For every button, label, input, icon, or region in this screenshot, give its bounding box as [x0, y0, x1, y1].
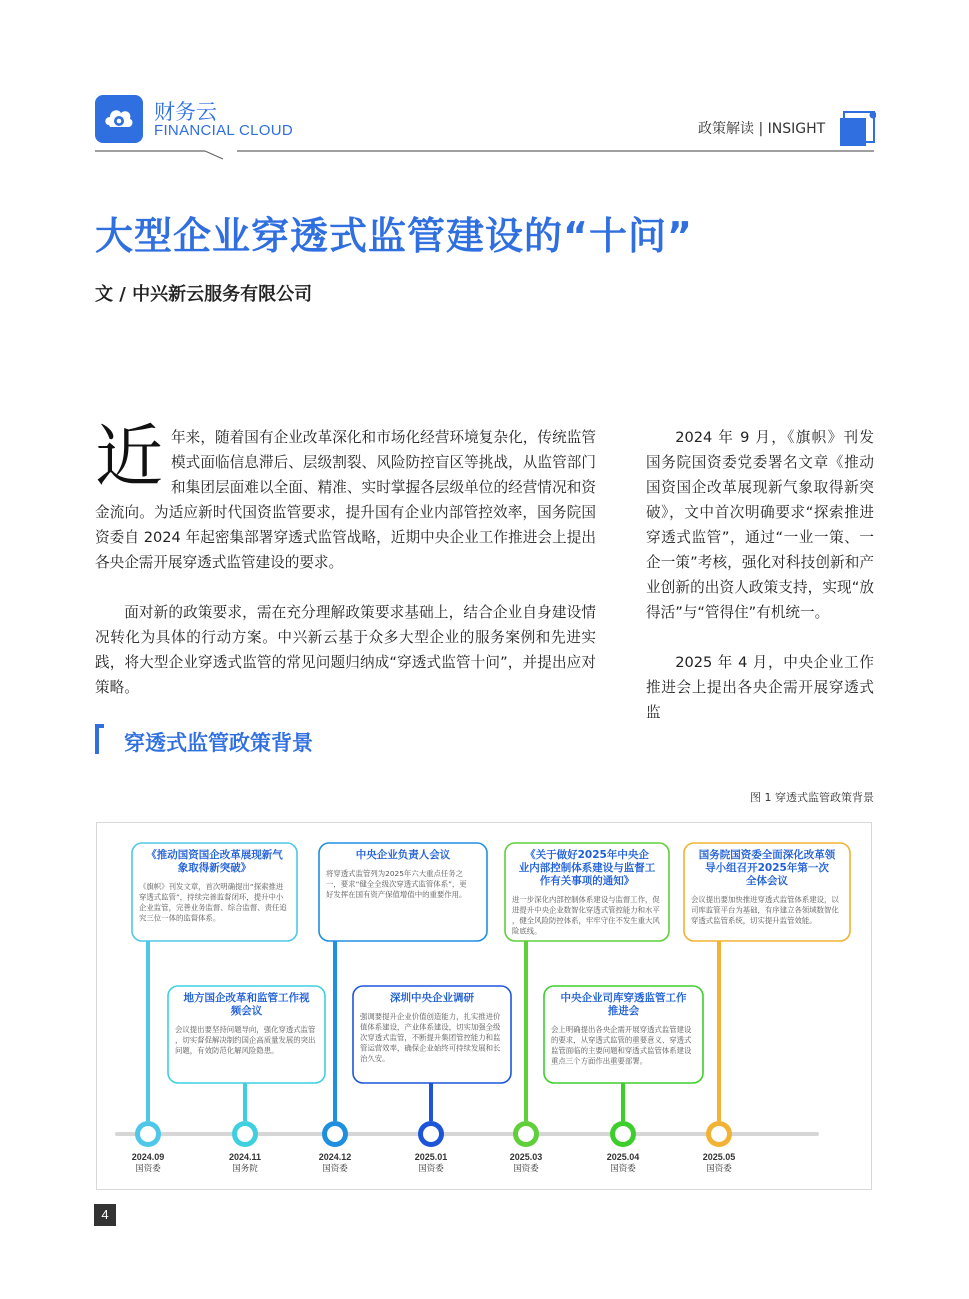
brand-name-en: FINANCIAL CLOUD [154, 122, 293, 139]
event-date: 2024.11 [228, 1152, 262, 1162]
event-card-body: 强调要提升企业价值创造能力，扎实推进价值体系建设，产业体系建设，切实加强全级次穿透式监管，不断提升集团管控能力和监管运营效率，确保企业始终可持续发展和长治久安。 [360, 1012, 501, 1063]
paragraph-2: 面对新的政策要求，需在充分理解政策要求基础上，结合企业自身建设情况转化为具体的行动方案。中兴新云基于众多大型企业的服务案例和先进实践，将大型企业穿透式监管的常见问题归纳成“穿透式监管十问”，并提出应对策略。 [95, 604, 596, 696]
paragraph-3: 2024 年 9 月，《旗帜》刊发国务院国资委党委署名文章《推动国资国企改革展现新气象取得新突破》，文中首次明确要求“探索推进穿透式监管”，通过“一业一策、一企一策”考核，强化对科技创新和产业创新的出资人政策支持，实现“放得活”与“管得住”有机统一。 [646, 429, 874, 621]
event-card-body: 将穿透式监管列为2025年六大重点任务之一，要求“健全全级次穿透式监管体系”，更好发挥在国有资产保值增值中的重要作用。 [326, 869, 467, 899]
left-column [95, 418, 596, 700]
page-number: 4 [94, 1204, 116, 1226]
event-card-body: 进一步深化内部控制体系建设与监督工作，促进提升中央企业数智化穿透式管控能力和水平，健全风险防控体系，牢牢守住不发生重大风险底线。 [512, 895, 660, 936]
event-card-title: 中央企业负责人会议 [355, 849, 451, 861]
timeline-node-inner [615, 1126, 631, 1142]
event-date: 2025.05 [702, 1152, 736, 1162]
event-date: 2025.01 [414, 1152, 448, 1162]
paragraph-1 [95, 418, 596, 575]
event-card-body: 会上明确提出各央企需开展穿透式监管建设的要求，从穿透式监管的重要意义、穿透式监管面临的主要问题和穿透式监管体系建设重点三个方面作出重要部署。 [551, 1025, 692, 1066]
corner-square-icon [840, 110, 876, 146]
article-title: 大型企业穿透式监管建设的“十问” [95, 214, 693, 258]
event-card-title: 深圳中央企业调研 [390, 992, 474, 1004]
event-date: 2025.03 [509, 1152, 543, 1162]
event-card-title: 国务院国资委全面深化改革领导小组召开2025年第一次全体会议 [698, 849, 836, 887]
event-card-title: 《推动国资国企改革展现新气象取得新突破》 [146, 849, 283, 874]
event-card-title: 中央企业司库穿透监管工作推进会 [560, 992, 687, 1017]
event-card-body: 《旗帜》刊发文章，首次明确提出“探索推进穿透式监管”，持续完善监督闭环，提升中小企业监管，完善业务监督、综合监督、责任追究三位一体的监督体系。 [139, 882, 287, 923]
event-org: 国资委 [610, 1164, 636, 1174]
header-divider [95, 146, 874, 160]
timeline-diagram [97, 823, 871, 1189]
cloud-logo-icon [102, 102, 136, 136]
timeline-node-inner [518, 1126, 534, 1142]
article-byline: 文 / 中兴新云服务有限公司 [95, 284, 313, 305]
timeline-node-inner [140, 1126, 156, 1142]
brand-logo [95, 95, 143, 143]
timeline-node-inner [423, 1126, 439, 1142]
brand-name-cn: 财务云 [154, 100, 217, 124]
event-date: 2024.09 [131, 1152, 165, 1162]
event-org: 国资委 [513, 1164, 539, 1174]
figure-caption: 图 1 穿透式监管政策背景 [750, 791, 874, 804]
event-org: 国资委 [418, 1164, 444, 1174]
event-org: 国资委 [135, 1164, 161, 1174]
section-bar-icon [95, 724, 104, 754]
timeline-node-inner [237, 1126, 253, 1142]
right-column [646, 425, 874, 725]
paragraph-1-text: 年来，随着国有企业改革深化和市场化经营环境复杂化，传统监管模式面临信息滞后、层级割裂、风险防控盲区等挑战，从监管部门和集团层面难以全面、精准、实时掌握各层级单位的经营情况和资金流向。为适应新时代国资监管要求，提升国有企业内部管控效率，国务院国资委自 2024 年起密集部署穿透式监管战略，近期中央企业工作推进会上提出各央企需开展穿透式监管建设的要求。 [95, 429, 596, 571]
timeline-node-inner [327, 1126, 343, 1142]
event-org: 国务院 [232, 1164, 258, 1174]
event-card-body: 会议提出要加快推进穿透式监管体系建设，以司库监管平台为基础，有序建立各领域数智化穿透式监管系统，切实提升监管效能。 [691, 895, 839, 925]
event-card-title: 《关于做好2025年中央企业内部控制体系建设与监督工作有关事项的通知》 [518, 849, 656, 887]
event-card-body: 会议提出要坚持问题导向，强化穿透式监管，切实督促解决制约国企高质量发展的突出问题，有效防范化解风险隐患。 [175, 1025, 316, 1055]
drop-cap: 近 [95, 418, 164, 497]
timeline-node-inner [711, 1126, 727, 1142]
event-org: 国资委 [706, 1164, 732, 1174]
timeline-figure [96, 822, 872, 1190]
event-date: 2024.12 [318, 1152, 352, 1162]
section-heading: 穿透式监管政策背景 [124, 731, 313, 755]
event-date: 2025.04 [606, 1152, 640, 1162]
paragraph-4: 2025 年 4 月，中央企业工作推进会上提出各央企需开展穿透式监 [646, 654, 874, 721]
section-tag: 政策解读 | INSIGHT [698, 121, 826, 137]
event-org: 国资委 [322, 1164, 348, 1174]
event-card-title: 地方国企改革和监管工作视频会议 [183, 992, 310, 1017]
